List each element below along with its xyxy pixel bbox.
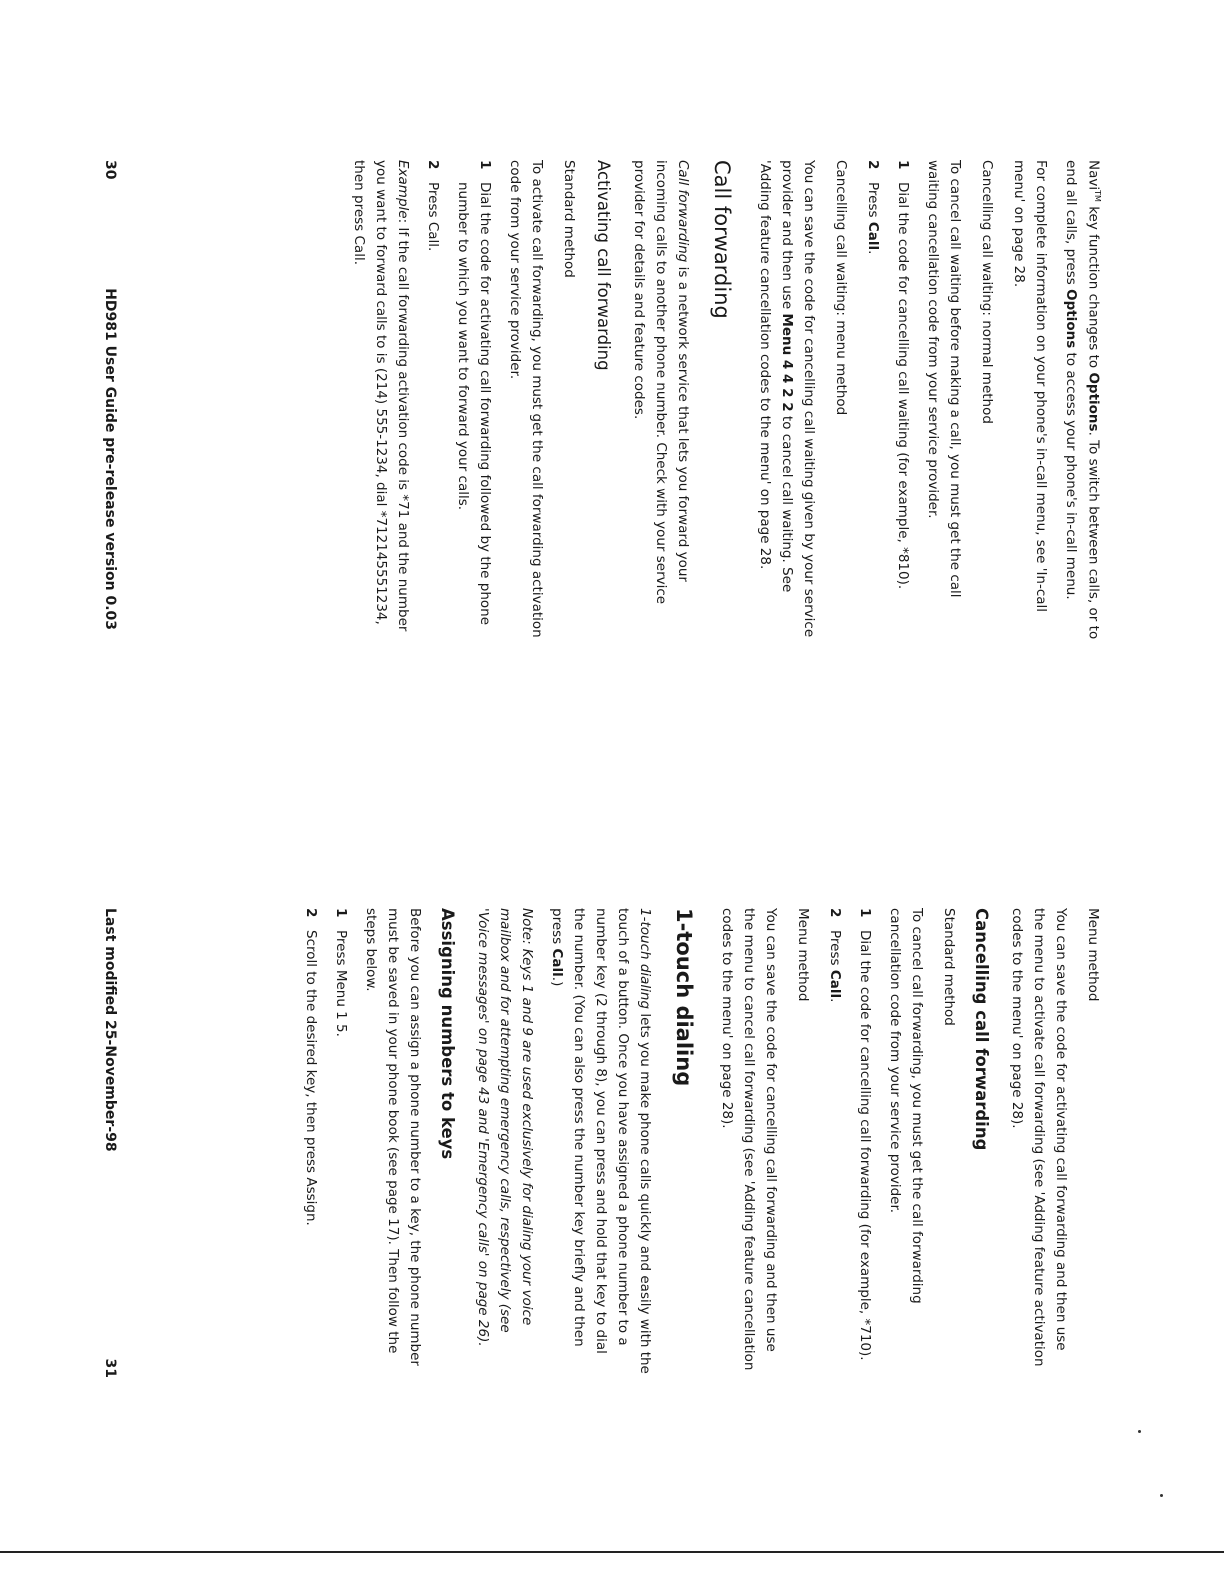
complete-info-text: For complete information on your phone's in-call menu, see 'In-call menu' on page 28. bbox=[1011, 160, 1050, 613]
call-forwarding-heading: Call forwarding bbox=[710, 160, 735, 319]
page-30-footer bbox=[100, 160, 120, 630]
ank-step-2: 2 Scroll to the desired key, then press Assign. bbox=[303, 908, 319, 1226]
ccf-body: To cancel call forwarding, you must get the call forwarding cancellation code from your service provider. bbox=[887, 908, 925, 1304]
one-touch-dialing-body: 1-touch dialing lets you make phone calls quickly and easily with the touch of a button. Once you have assigned a phone number to a number key (2 through 8), you can press and hold that key to dial the number. (You can also press the number key briefly and then press Call.) bbox=[549, 908, 653, 1374]
footer-guide-title: HD981 User Guide pre-release version 0.03 bbox=[102, 288, 118, 630]
example-text: Example: If the call forwarding activation code is *71 and the number you want to forward calls to is (214) 555-1234, dial *712145551234, then press Call. bbox=[351, 160, 412, 632]
assigning-numbers-heading: Assigning numbers to keys bbox=[438, 908, 457, 1160]
acf-body: To activate call forwarding, you must get the call forwarding activation code from your service provider. bbox=[507, 160, 546, 638]
page-31-body bbox=[292, 908, 1104, 1376]
scan-bottom-rule bbox=[0, 1551, 1224, 1553]
ccf-menu-method-heading: Menu method bbox=[795, 908, 811, 1002]
cw-menu-heading: Cancelling call waiting: menu method bbox=[833, 160, 850, 416]
scan-speck-1 bbox=[1138, 1430, 1141, 1433]
footer-last-modified: Last modified 25-November-98 bbox=[102, 908, 118, 1152]
acf-menu-method-heading: Menu method bbox=[1085, 908, 1101, 1002]
ccf-standard-heading: Standard method bbox=[941, 908, 957, 1026]
acf-step-1: 1 Dial the code for activating call forwarding followed by the phone number to which you want to forward your calls. bbox=[455, 160, 494, 626]
assigning-numbers-body: Before you can assign a phone number to a key, the phone number must be saved in your phone book (see page 17). Then follow the steps below. bbox=[363, 908, 423, 1366]
ccf-menu-method-body: You can save the code for cancelling call forwarding and then use the menu to cancel call forwarding (see 'Adding feature cancellation codes to the menu' on page 28). bbox=[719, 908, 779, 1371]
acf-standard-heading: Standard method bbox=[561, 160, 578, 278]
call-forwarding-body: Call forwarding is a network service that lets you forward your incoming calls to another phone number. Check with your service provider for details and feature codes. bbox=[631, 160, 692, 605]
cw-step-1: 1 Dial the code for cancelling call waiting (for example, *810). bbox=[895, 160, 912, 590]
acf-step-2: 2 Press Call. bbox=[425, 160, 442, 252]
ccf-step-2: 2 Press Call. bbox=[827, 908, 843, 1003]
scan-speck-2 bbox=[1160, 1494, 1163, 1497]
ccf-step-1: 1 Dial the code for cancelling call forwarding (for example, *710). bbox=[857, 908, 873, 1361]
page-number-31: 31 bbox=[102, 1358, 118, 1378]
cw-normal-heading: Cancelling call waiting: normal method bbox=[979, 160, 996, 424]
note-text: Note: Keys 1 and 9 are used exclusively for dialing your voice mailbox and for attempting emergency calls, respectively (see 'Voice messages' on page 43 and 'Emergency calls' on page 26). bbox=[475, 908, 535, 1347]
one-touch-dialing-heading: 1-touch dialing bbox=[672, 908, 696, 1087]
cancelling-cf-heading: Cancelling call forwarding bbox=[972, 908, 991, 1151]
cw-step-2: 2 Press Call. bbox=[865, 160, 882, 255]
activating-cf-heading: Activating call forwarding bbox=[594, 160, 614, 371]
page-31-footer bbox=[100, 908, 120, 1378]
page-30-body bbox=[341, 160, 1109, 640]
page-number-30: 30 bbox=[102, 160, 118, 180]
navi-intro: Navi™ key function changes to Options. To switch between calls, or to end all calls, press Options to access your phone's in-call menu. bbox=[1063, 160, 1102, 640]
cw-normal-body: To cancel call waiting before making a call, you must get the call waiting cancellation code from your service provider. bbox=[925, 160, 964, 598]
cw-menu-body: You can save the code for cancelling call waiting given by your service provider and then use Menu 4 4 2 2 to cancel call waiting. See 'Adding feature cancellation codes to the menu' on page 28. bbox=[757, 160, 818, 638]
acf-menu-method-body: You can save the code for activating call forwarding and then use the menu to activate call forwarding (see 'Adding feature activation codes to the menu' on page 28). bbox=[1009, 908, 1069, 1367]
ank-step-1: 1 Press Menu 1 5. bbox=[333, 908, 349, 1037]
